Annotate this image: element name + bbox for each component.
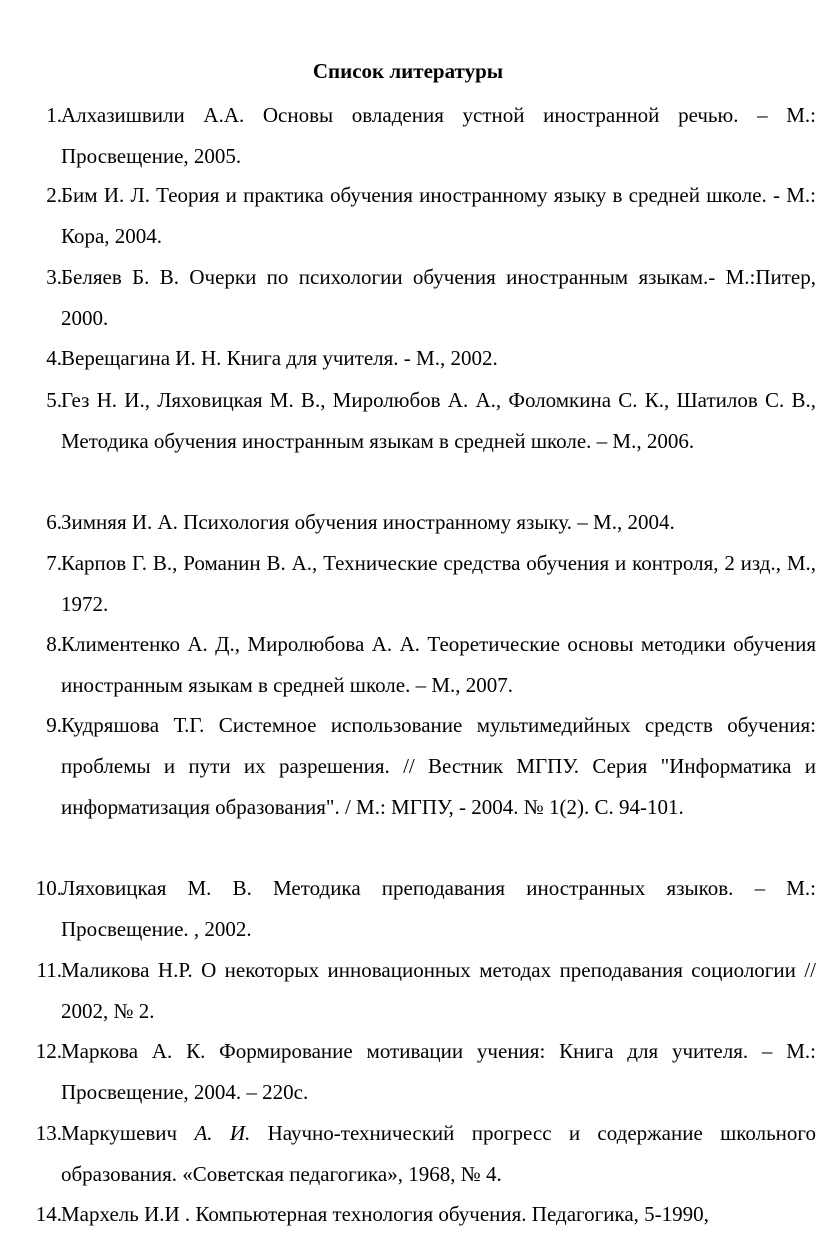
reference-number: 5. xyxy=(46,388,62,412)
reference-number: 14. xyxy=(35,1202,62,1226)
reference-text: Зимняя И. А. Психология обучения иностранному языку. – М., 2004. xyxy=(61,510,675,534)
reference-item-6 xyxy=(28,502,816,543)
reference-number: 9. xyxy=(46,713,62,737)
reference-item-12 xyxy=(28,1031,816,1113)
reference-item-3 xyxy=(28,257,816,339)
reference-item-13 xyxy=(28,1113,816,1195)
reference-initials: А. И. xyxy=(194,1121,251,1145)
reference-number: 10. xyxy=(35,876,62,900)
reference-number: 8. xyxy=(46,632,62,656)
reference-author: Маркушевич xyxy=(61,1121,195,1145)
reference-number: 6. xyxy=(46,510,62,534)
reference-item-4 xyxy=(28,338,816,379)
reference-text: Маликова Н.Р. О некоторых инновационных методах преподавания социологии // 2002, № 2. xyxy=(61,958,816,1023)
reference-text: Бим И. Л. Теория и практика обучения иностранному языку в средней школе. - М.: Кора, 2004. xyxy=(61,183,816,248)
reference-text: Карпов Г. В., Романин В. А., Технические средства обучения и контроля, 2 изд., М., 1972. xyxy=(61,551,816,616)
reference-text: Гез Н. И., Ляховицкая М. В., Миролюбов А. А., Фоломкина С. К., Шатилов С. В., Методика обучения иностранным языкам в средней школе. – М., 2006. xyxy=(61,388,816,453)
reference-text: Ляховицкая М. В. Методика преподавания иностранных языков. – М.: Просвещение. , 2002. xyxy=(61,876,816,941)
reference-number: 13. xyxy=(35,1121,62,1145)
reference-number: 3. xyxy=(46,265,62,289)
reference-text: Кудряшова Т.Г. Системное использование мультимедийных средств обучения: проблемы и пути их разрешения. // Вестник МГПУ. Серия "Информатика и информатизация образования". / М.: МГПУ, - 2004. № 1(2). С. 94-101. xyxy=(61,713,816,819)
reference-number: 1. xyxy=(46,103,62,127)
reference-item-8 xyxy=(28,624,816,706)
reference-item-10 xyxy=(28,868,816,950)
reference-item-1 xyxy=(28,95,816,177)
reference-text: Маркова А. К. Формирование мотивации учения: Книга для учителя. – М.: Просвещение, 2004. – 220с. xyxy=(61,1039,816,1104)
reference-item-14 xyxy=(28,1194,816,1235)
reference-text xyxy=(61,1113,816,1195)
reference-text: Климентенко А. Д., Миролюбова А. А. Теоретические основы методики обучения иностранным языкам в средней школе. – М., 2007. xyxy=(61,632,816,697)
reference-text: Алхазишвили А.А. Основы овладения устной иностранной речью. – М.: Просвещение, 2005. xyxy=(61,103,816,168)
reference-text: Верещагина И. Н. Книга для учителя. - М., 2002. xyxy=(61,346,498,370)
reference-item-7 xyxy=(28,543,816,625)
reference-number: 4. xyxy=(46,346,62,370)
page-title: Список литературы xyxy=(312,59,504,83)
reference-number: 7. xyxy=(46,551,62,575)
reference-item-2 xyxy=(28,175,816,257)
reference-item-9 xyxy=(28,705,816,828)
reference-text: Беляев Б. В. Очерки по психологии обучения иностранным языкам.- М.:Питер, 2000. xyxy=(61,265,816,330)
reference-title: Научно-технический прогресс и содержание школьного образования. «Советская педагогика», 1968, № 4. xyxy=(61,1121,816,1186)
reference-item-11 xyxy=(28,950,816,1032)
reference-number: 2. xyxy=(46,183,62,207)
reference-number: 12. xyxy=(35,1039,62,1063)
reference-text: Мархель И.И . Компьютерная технология обучения. Педагогика, 5-1990, xyxy=(61,1202,709,1226)
reference-number: 11. xyxy=(36,958,62,982)
reference-item-5 xyxy=(28,380,816,462)
